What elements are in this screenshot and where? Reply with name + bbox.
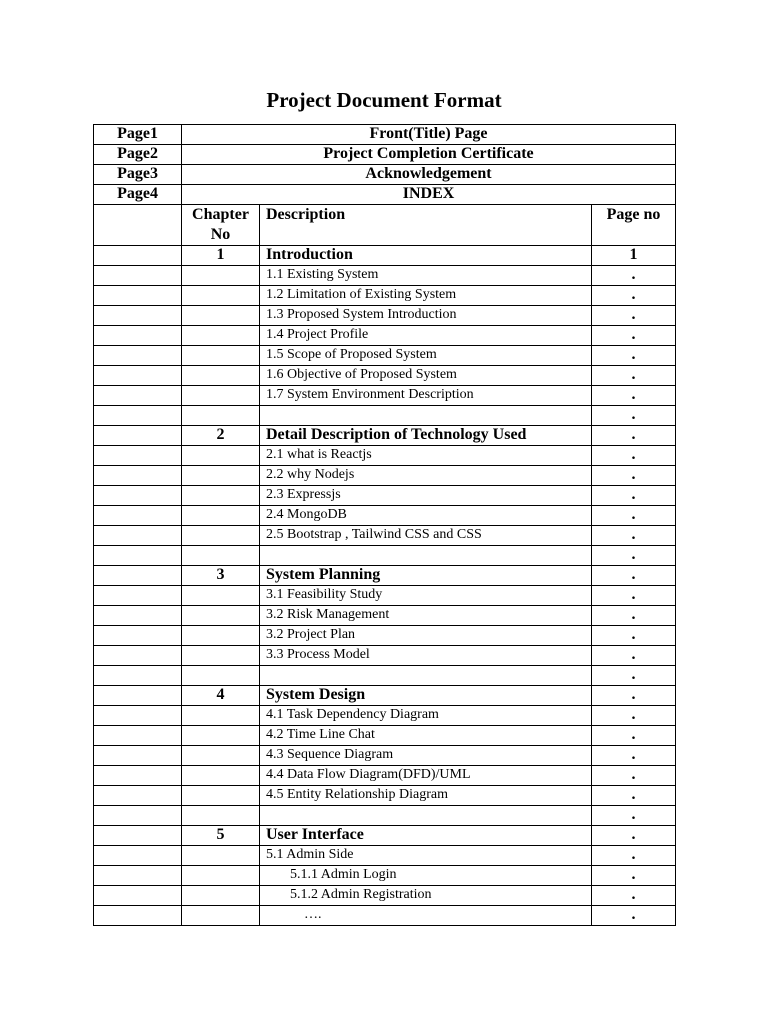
chapter-row <box>94 426 676 446</box>
index-row <box>94 786 676 806</box>
empty-cell <box>94 266 182 286</box>
index-row <box>94 286 676 306</box>
section-title: 1.7 System Environment Description <box>260 386 592 406</box>
empty-cell <box>94 306 182 326</box>
section-title: 3.1 Feasibility Study <box>260 586 592 606</box>
empty-cell <box>94 546 182 566</box>
page-row <box>94 185 676 205</box>
page-row <box>94 165 676 185</box>
chapter-number <box>182 726 260 746</box>
page-number: . <box>592 306 676 326</box>
chapter-number <box>182 346 260 366</box>
index-row <box>94 466 676 486</box>
empty-cell <box>94 766 182 786</box>
section-title: 2.5 Bootstrap , Tailwind CSS and CSS <box>260 526 592 546</box>
chapter-row <box>94 826 676 846</box>
chapter-number <box>182 606 260 626</box>
chapter-number <box>182 886 260 906</box>
section-title <box>260 806 592 826</box>
page-content: Project Completion Certificate <box>182 145 676 165</box>
page-row <box>94 145 676 165</box>
index-row <box>94 706 676 726</box>
document-title: Project Document Format <box>266 88 502 112</box>
description-header: Description <box>260 205 592 246</box>
page-number: . <box>592 426 676 446</box>
chapter-number <box>182 786 260 806</box>
index-row <box>94 446 676 466</box>
page-number: . <box>592 626 676 646</box>
index-row <box>94 326 676 346</box>
empty-cell <box>94 786 182 806</box>
index-row <box>94 386 676 406</box>
chapter-number <box>182 286 260 306</box>
index-row <box>94 546 676 566</box>
section-title: 3.2 Project Plan <box>260 626 592 646</box>
page-number: . <box>592 466 676 486</box>
index-row <box>94 586 676 606</box>
index-row <box>94 906 676 926</box>
section-title: 4.2 Time Line Chat <box>260 726 592 746</box>
chapter-number <box>182 366 260 386</box>
index-row <box>94 606 676 626</box>
section-title: 2.1 what is Reactjs <box>260 446 592 466</box>
chapter-title: System Planning <box>260 566 592 586</box>
section-title: 5.1.2 Admin Registration <box>260 886 592 906</box>
page-number: . <box>592 606 676 626</box>
empty-cell <box>94 806 182 826</box>
index-header-row <box>94 205 676 246</box>
page-content: INDEX <box>182 185 676 205</box>
page-label: Page2 <box>94 145 182 165</box>
index-row <box>94 846 676 866</box>
empty-cell <box>94 526 182 546</box>
index-row <box>94 866 676 886</box>
page-content: Front(Title) Page <box>182 125 676 145</box>
empty-cell <box>94 726 182 746</box>
empty-cell <box>94 205 182 246</box>
index-row <box>94 666 676 686</box>
chapter-number <box>182 506 260 526</box>
chapter-number <box>182 386 260 406</box>
page-number: . <box>592 506 676 526</box>
empty-cell <box>94 686 182 706</box>
section-title: 1.5 Scope of Proposed System <box>260 346 592 366</box>
page-number: . <box>592 586 676 606</box>
page-number: . <box>592 706 676 726</box>
chapter-title: User Interface <box>260 826 592 846</box>
empty-cell <box>94 626 182 646</box>
empty-cell <box>94 906 182 926</box>
empty-cell <box>94 286 182 306</box>
index-row <box>94 726 676 746</box>
chapter-number: 1 <box>182 246 260 266</box>
empty-cell <box>94 506 182 526</box>
section-title: 4.3 Sequence Diagram <box>260 746 592 766</box>
index-row <box>94 406 676 426</box>
index-row <box>94 806 676 826</box>
section-title: 1.4 Project Profile <box>260 326 592 346</box>
page-label: Page4 <box>94 185 182 205</box>
chapter-title: Introduction <box>260 246 592 266</box>
section-title: …. <box>260 906 592 926</box>
section-title <box>260 666 592 686</box>
page-number: . <box>592 666 676 686</box>
chapter-number <box>182 586 260 606</box>
section-title: 2.2 why Nodejs <box>260 466 592 486</box>
page-number: . <box>592 386 676 406</box>
chapter-number <box>182 846 260 866</box>
empty-cell <box>94 586 182 606</box>
index-row <box>94 886 676 906</box>
empty-cell <box>94 366 182 386</box>
chapter-number <box>182 806 260 826</box>
chapter-number <box>182 646 260 666</box>
empty-cell <box>94 866 182 886</box>
empty-cell <box>94 606 182 626</box>
empty-cell <box>94 826 182 846</box>
page-number: . <box>592 286 676 306</box>
index-row <box>94 746 676 766</box>
section-title: 1.2 Limitation of Existing System <box>260 286 592 306</box>
index-row <box>94 266 676 286</box>
chapter-number: 3 <box>182 566 260 586</box>
empty-cell <box>94 486 182 506</box>
page-number: . <box>592 906 676 926</box>
chapter-number <box>182 766 260 786</box>
chapter-number <box>182 326 260 346</box>
section-title <box>260 546 592 566</box>
chapter-number <box>182 486 260 506</box>
chapter-number <box>182 446 260 466</box>
empty-cell <box>94 246 182 266</box>
chapter-number: 5 <box>182 826 260 846</box>
index-row <box>94 766 676 786</box>
chapter-number <box>182 746 260 766</box>
page-number: . <box>592 326 676 346</box>
section-title: 4.1 Task Dependency Diagram <box>260 706 592 726</box>
chapter-number: 2 <box>182 426 260 446</box>
empty-cell <box>94 326 182 346</box>
section-title: 2.4 MongoDB <box>260 506 592 526</box>
index-row <box>94 306 676 326</box>
chapter-number <box>182 906 260 926</box>
chapter-number <box>182 466 260 486</box>
page-number: . <box>592 266 676 286</box>
section-title: 4.5 Entity Relationship Diagram <box>260 786 592 806</box>
chapter-no-header: Chapter No <box>182 205 260 246</box>
chapter-row <box>94 246 676 266</box>
page-label: Page3 <box>94 165 182 185</box>
chapter-number: 4 <box>182 686 260 706</box>
page-number: . <box>592 406 676 426</box>
chapter-number <box>182 866 260 886</box>
empty-cell <box>94 746 182 766</box>
empty-cell <box>94 646 182 666</box>
empty-cell <box>94 666 182 686</box>
empty-cell <box>94 466 182 486</box>
page-number: . <box>592 806 676 826</box>
page-label: Page1 <box>94 125 182 145</box>
empty-cell <box>94 346 182 366</box>
page-number: . <box>592 566 676 586</box>
section-title: 3.2 Risk Management <box>260 606 592 626</box>
page-row <box>94 125 676 145</box>
chapter-number <box>182 526 260 546</box>
section-title: 1.3 Proposed System Introduction <box>260 306 592 326</box>
project-format-table <box>93 124 676 926</box>
section-title: 3.3 Process Model <box>260 646 592 666</box>
page-number: . <box>592 646 676 666</box>
chapter-number <box>182 706 260 726</box>
empty-cell <box>94 846 182 866</box>
chapter-number <box>182 666 260 686</box>
section-title: 5.1.1 Admin Login <box>260 866 592 886</box>
page-number: . <box>592 446 676 466</box>
section-title: 5.1 Admin Side <box>260 846 592 866</box>
page-content: Acknowledgement <box>182 165 676 185</box>
chapter-row <box>94 686 676 706</box>
chapter-number <box>182 406 260 426</box>
chapter-title: Detail Description of Technology Used <box>260 426 592 446</box>
page-number: . <box>592 846 676 866</box>
index-row <box>94 486 676 506</box>
page-number: . <box>592 766 676 786</box>
empty-cell <box>94 446 182 466</box>
page-number: . <box>592 526 676 546</box>
page-number: . <box>592 546 676 566</box>
chapter-number <box>182 306 260 326</box>
empty-cell <box>94 886 182 906</box>
section-title: 1.1 Existing System <box>260 266 592 286</box>
table-body <box>94 125 676 926</box>
page-number: . <box>592 826 676 846</box>
index-row <box>94 366 676 386</box>
chapter-number <box>182 626 260 646</box>
page-no-header: Page no <box>592 205 676 246</box>
page-number: . <box>592 746 676 766</box>
chapter-title: System Design <box>260 686 592 706</box>
index-row <box>94 646 676 666</box>
section-title: 2.3 Expressjs <box>260 486 592 506</box>
page-number: . <box>592 786 676 806</box>
page-number: . <box>592 866 676 886</box>
section-title <box>260 406 592 426</box>
page-number: . <box>592 886 676 906</box>
page-number: 1 <box>592 246 676 266</box>
index-row <box>94 626 676 646</box>
chapter-row <box>94 566 676 586</box>
index-row <box>94 526 676 546</box>
empty-cell <box>94 406 182 426</box>
section-title: 1.6 Objective of Proposed System <box>260 366 592 386</box>
page-number: . <box>592 366 676 386</box>
index-row <box>94 506 676 526</box>
page-number: . <box>592 726 676 746</box>
page-number: . <box>592 686 676 706</box>
page-number: . <box>592 486 676 506</box>
empty-cell <box>94 566 182 586</box>
page-number: . <box>592 346 676 366</box>
empty-cell <box>94 386 182 406</box>
empty-cell <box>94 426 182 446</box>
chapter-number <box>182 546 260 566</box>
index-row <box>94 346 676 366</box>
section-title: 4.4 Data Flow Diagram(DFD)/UML <box>260 766 592 786</box>
chapter-number <box>182 266 260 286</box>
empty-cell <box>94 706 182 726</box>
